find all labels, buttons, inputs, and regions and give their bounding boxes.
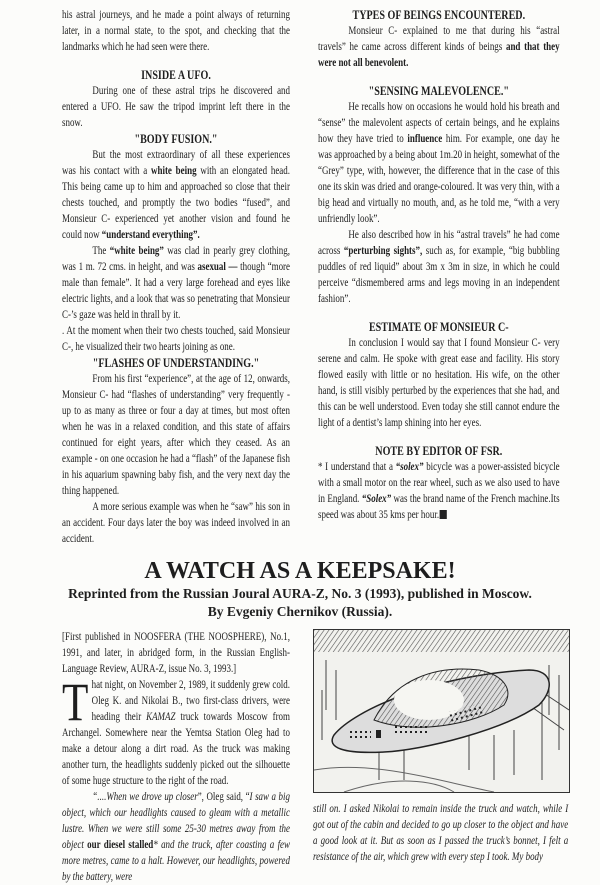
text-run: was clad in pearly grey clothing, was 1 m. 72 cms. in height, and was bbox=[62, 245, 290, 273]
emphasis-text: “understand everything”. bbox=[101, 229, 200, 241]
ufo-sketch bbox=[314, 630, 569, 792]
top-columns bbox=[62, 7, 600, 547]
text-run: During one of these astral trips he discovered and entered a UFO. He saw the tripod imprint left there in the snow. bbox=[62, 85, 291, 129]
emphasis-text: asexual — bbox=[197, 261, 238, 273]
text-run: But the most extraordinary of all these experiences was his contact with a bbox=[62, 149, 291, 177]
paragraph bbox=[62, 83, 290, 131]
paragraph bbox=[318, 459, 560, 523]
emphasis-text: our diesel stalled bbox=[87, 839, 154, 851]
text-run: Monsieur C- explained to me that during his “astral travels” he came across different kinds of beings bbox=[318, 25, 560, 53]
section-heading: NOTE BY EDITOR OF FSR. bbox=[375, 444, 503, 458]
text-run: him. For example, one day he was approached by a being about 1m.20 in height, somewhat of the “Grey” type, with, however, the difference that in the case of this one its skin was dried and orange-coloured. It was very thin, with a big head and virtually no mouth, and, as he told me, “with a very unfriendly look”. bbox=[318, 133, 560, 225]
text-run: A more serious example was when he “saw” his son in an accident. Four days later the boy was indeed involved in an accident. bbox=[62, 501, 291, 545]
text-run: He also described how in his “astral travels” he had come across bbox=[318, 229, 560, 257]
text-run: * I understand that a bbox=[318, 461, 396, 473]
emphasis-text: “perturbing sights”, bbox=[343, 245, 423, 257]
paragraph bbox=[318, 227, 560, 307]
treeline bbox=[314, 630, 569, 652]
article-byline: By Evgeniy Chernikov (Russia). bbox=[207, 604, 393, 619]
paragraph bbox=[62, 7, 290, 55]
left-text-column bbox=[62, 7, 290, 547]
text-run: In conclusion I would say that I found Monsieur C- very serene and calm. He spoke with great ease and facility. His story flowed easily with little or no hesitation. His wife, on the other hand, is still visibly perturbed by the experiences that she had, and this can be well understood. Even today she still cannot endure the light of a dentist’s lamp shining into her eyes. bbox=[318, 337, 560, 429]
emphasis-text: I saw a big object, which our headlights caused to gleam with a metallic lustre. When we were still some 25-30 metres away from the object bbox=[62, 791, 290, 851]
paragraph bbox=[62, 147, 290, 243]
paragraph bbox=[62, 672, 290, 789]
end-of-article-mark bbox=[440, 510, 447, 519]
drop-cap: T bbox=[62, 672, 89, 732]
emphasis-text: KAMAZ bbox=[146, 711, 176, 723]
section-heading: INSIDE A UFO. bbox=[141, 68, 211, 82]
article-left-wrapper bbox=[62, 629, 290, 885]
emphasis-text: “Solex” bbox=[361, 493, 392, 505]
text-run: From his first “experience”, at the age of 12, onwards, Monsieur C- had “flashes of understanding” very frequently - up to as many as three or four a day at times, but most often when he was in a relaxed condition, and this state of affairs continued for eight years, after which they ceased. As an example - on one occasion he had a “flash” of the Japanese fish in his aquarium spawning baby fish, and the very next day the thing happened. bbox=[62, 373, 291, 497]
article-right-wrapper bbox=[313, 629, 568, 865]
text-run: ”, Oleg said, “ bbox=[197, 791, 250, 803]
section-heading: "FLASHES OF UNDERSTANDING." bbox=[92, 356, 260, 370]
text-run: . At the moment when their two chests touched, said Monsieur C-, he visualized their two hearts joining as one. bbox=[62, 325, 290, 353]
section-heading: ESTIMATE OF MONSIEUR C- bbox=[368, 320, 509, 334]
text-run: with an elongated head. This being came up to him and approached so close that their chests touched, and promptly the two bodies “fused”, and Monsieur C- experienced yet another vision and found he could now bbox=[62, 165, 290, 241]
article-left-column bbox=[62, 629, 290, 885]
emphasis-text: * and the truck, after coasting a few more metres, came to a halt. However, our headlights, powered by the battery, were bbox=[62, 839, 290, 883]
paragraph bbox=[62, 371, 290, 499]
text-run: truck towards Moscow from Archangel. Somewhere near the Yemtsa Station Oleg had to make a detour along a dirt road. As the truck was making another turn, the headlights suddenly picked out the silhouette of some huge structure to the right of the road. bbox=[62, 711, 290, 787]
ufo-illustration bbox=[313, 629, 570, 793]
emphasis-text: white being bbox=[151, 165, 197, 177]
paragraph bbox=[62, 243, 290, 323]
portholes bbox=[392, 725, 427, 735]
article-subtitle: Reprinted from the Russian Joural AURA-Z, No. 3 (1993), published in Moscow. bbox=[68, 586, 532, 601]
emphasis-text: influence bbox=[407, 133, 443, 145]
text-run: bicycle was a power-assisted bicycle with a small motor on the rear wheel, such as we also used to have in England. bbox=[318, 461, 560, 505]
text-run: such as, for example, “big bubbling puddles of red liquid” about 3m x 3m in size, in which he could perceive “dismembered arms and legs moving in an independent fashion”. bbox=[318, 245, 560, 305]
portholes bbox=[349, 730, 371, 740]
paragraph bbox=[318, 23, 560, 71]
emphasis-text: and that they were not all benevolent. bbox=[318, 41, 560, 69]
emphasis-text: “solex” bbox=[395, 461, 424, 473]
paragraph bbox=[318, 99, 560, 227]
article-right-column bbox=[313, 801, 568, 865]
article-header bbox=[0, 557, 600, 621]
text-run: though “more male than female”. It had a very large forehead and eyes like electric lights, and a look that was so penetrating that Monsieur C-’s gaze was held in thrall by it. bbox=[62, 261, 290, 321]
right-text-column bbox=[318, 7, 560, 523]
hatch-door bbox=[376, 730, 381, 738]
emphasis-text: “white being” bbox=[109, 245, 164, 257]
paragraph bbox=[62, 323, 290, 355]
section-heading: "BODY FUSION." bbox=[134, 132, 218, 146]
text-run: He recalls how on occasions he would hold his breath and “sense” the malevolent aspects of certain beings, and he explains how they have tried to bbox=[318, 101, 560, 145]
paragraph bbox=[318, 335, 560, 431]
text-run: hat night, on November 2, 1989, it suddenly grew cold. Oleg K. and Nikolai B., two first-class drivers, were heading their bbox=[91, 679, 290, 723]
article-columns bbox=[62, 629, 600, 885]
section-heading: "SENSING MALEVOLENCE." bbox=[368, 84, 509, 98]
emphasis-text: “....When we drove up closer bbox=[92, 791, 198, 803]
paragraph bbox=[62, 789, 290, 885]
paragraph bbox=[313, 801, 568, 865]
text-run: his astral journeys, and he made a point always of returning later, in a normal state, to the spot, and checking that the landmarks which he had seen were there. bbox=[62, 9, 290, 53]
text-run: was the brand name of the French machine.Its speed was about 35 kms per hour. bbox=[318, 493, 560, 521]
section-heading: TYPES OF BEINGS ENCOUNTERED. bbox=[352, 8, 526, 22]
emphasis-text: still on. I asked Nikolai to remain inside the truck and watch, while I got out of the cabin and decided to go up closer to the object and have a good look at it. But as soon as I passed the truck’s bonnet, I felt a resistance of the air, which grew with every step I took. My body bbox=[313, 803, 569, 863]
article-title: A WATCH AS A KEEPSAKE! bbox=[144, 558, 456, 584]
text-run: [First published in NOOSFERA (THE NOOSPHERE), No.1, 1991, and later, in abridged form, in the Russian English-Language Review, AURA-Z, issue No. 3, 1993.] bbox=[62, 631, 290, 675]
paragraph bbox=[62, 629, 290, 677]
text-run: The bbox=[92, 245, 110, 257]
left-column-wrapper bbox=[62, 7, 290, 547]
paragraph bbox=[62, 499, 290, 547]
right-column-wrapper bbox=[318, 7, 560, 523]
